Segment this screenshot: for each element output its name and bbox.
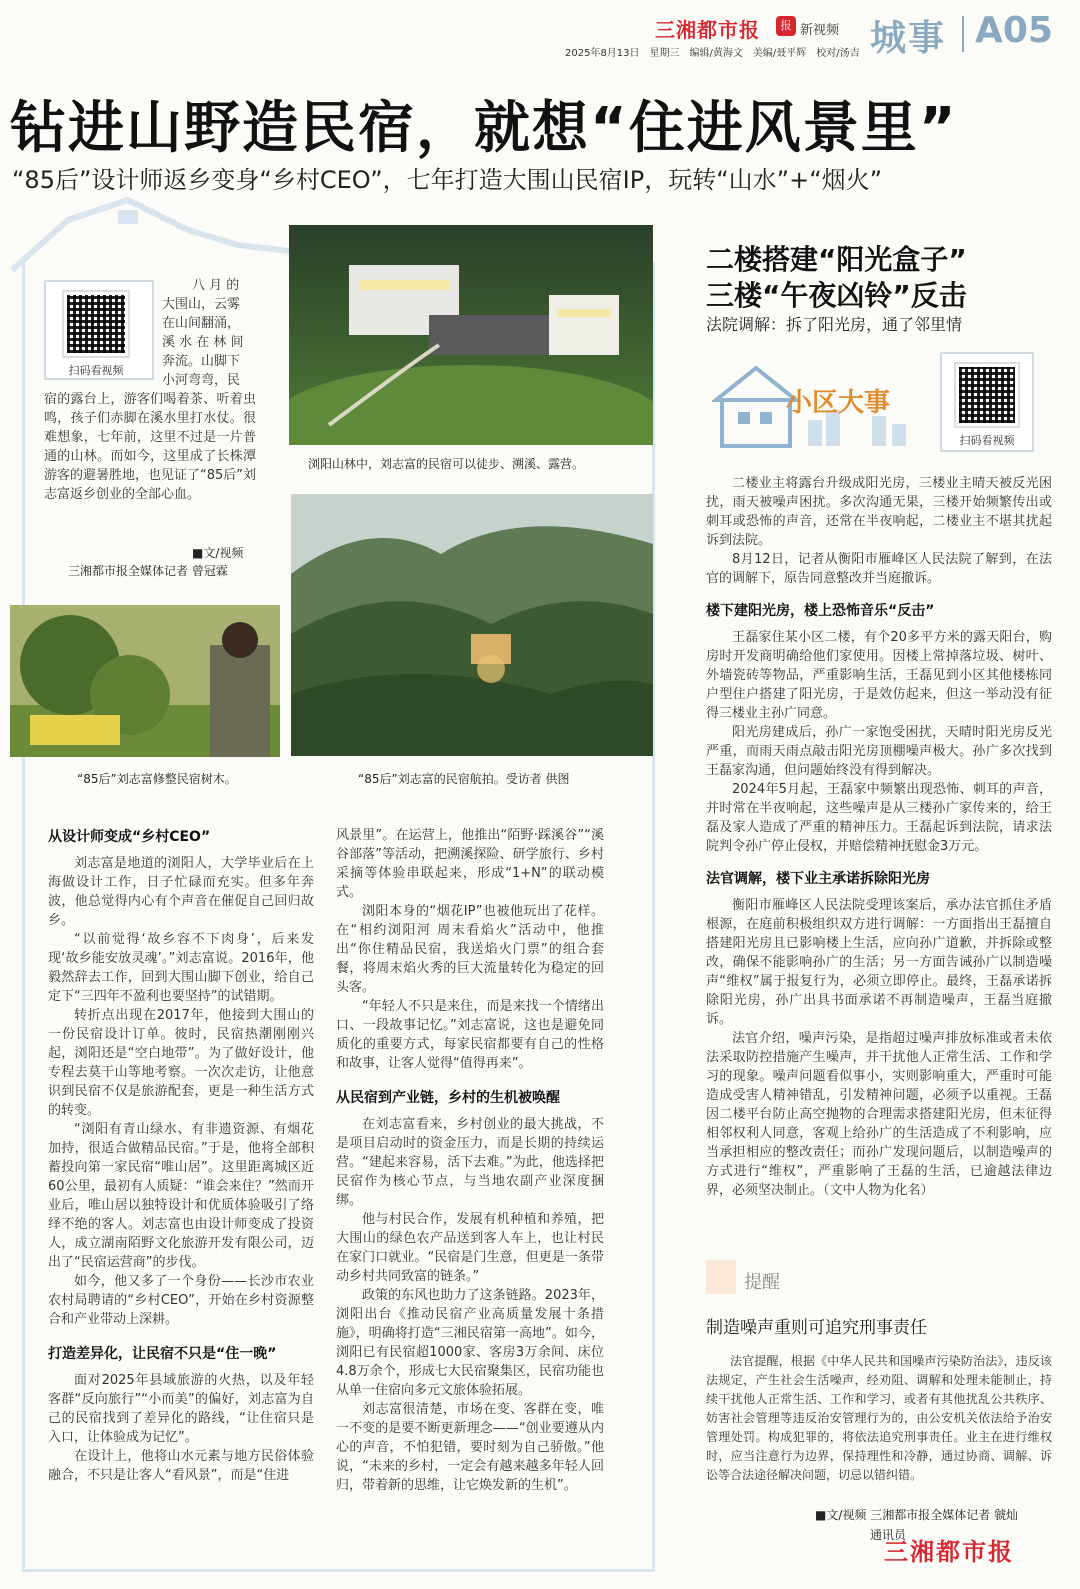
- paragraph: 法官介绍，噪声污染，是指超过噪声排放标准或者未依法采取防控措施产生噪声，并干扰他人正常生活、工作和学习的现象。噪声问题看似事小，实则影响重大，严重时可能造成受害人精神错乱，引发精神问题，必须予以重视。王磊因二楼平台防止高空抛物的合理需求搭建阳光房，但未征得相邻权利人同意，客观上给孙广的生活造成了不利影响，应当承担相应的整改责任；而孙广发现问题后，以制造噪声的方式进行“维权”，严重影响了王磊的生活，已逾越法律边界，必须坚决制止。（文中人物为化名）: [706, 1031, 1052, 1198]
- intro-line: 小河弯弯，民: [162, 373, 241, 388]
- sub-headline: “85后”设计师返乡变身“乡村CEO”，七年打造大围山民宿IP，玩转“山水”+“烟火”: [12, 166, 883, 194]
- paragraph: 刘志富很清楚，市场在变、客群在变，唯一不变的是要不断更新理念——“创业要遵从内心的声音，不怕犯错，要时刻为自己骄傲。”他说，“未来的乡村，一定会有越来越多年轻人回归，带着新的思维，让它焕发新的生机”。: [336, 1402, 604, 1493]
- section-divider: [962, 16, 964, 52]
- reminder-icon: [706, 1260, 736, 1294]
- byline-reporter: 三湘都市报全媒体记者 曾冠霖: [68, 564, 228, 578]
- paragraph: “年轻人不只是来住，而是来找一个情绪出口、一段故事记忆。”刘志富说，这也是避免同质化的重要方式，每家民宿都要有自己的性格和故事，让客人觉得“值得再来”。: [336, 999, 604, 1071]
- right-headline-2: 三楼“午夜凶铃”反击: [706, 279, 967, 312]
- paragraph: 他与村民合作，发展有机种植和养殖，把大围山的绿色农产品送到客人车上，也让村民在家门口就业。“民宿是门生意，但更是一条带动乡村共同致富的链条。”: [336, 1212, 604, 1284]
- paragraph: 阳光房建成后，孙广一家饱受困扰，天晴时阳光房反光严重，而雨天雨点敲击阳光房顶棚噪声极大。孙广多次找到王磊家沟通，但问题始终没有得到解决。: [706, 725, 1052, 778]
- section-heading: 打造差异化，让民宿不只是“住一晚”: [48, 1346, 277, 1362]
- right-headline-1: 二楼搭建“阳光盒子”: [706, 243, 967, 276]
- intro-text: 宿的露台上，游客们喝着茶、听着虫鸣，孩子们赤脚在溪水里打水仗。很难想象，七年前，这里不过是一片普通的山林。而如今，这里成了长株潭游客的避暑胜地，也见证了“85后”刘志富返乡创业的全部心血。: [44, 392, 257, 502]
- right-byline-2: 通讯员: [870, 1528, 907, 1542]
- issue-meta: 2025年8月13日 星期三 编辑/黄海文 美编/聂平辉 校对/汤吉: [565, 48, 860, 59]
- byline-label: ■文/视频: [192, 546, 244, 560]
- aerial-mountain-photo: [291, 494, 653, 756]
- paragraph: 风景里”。在运营上，他推出“陌野·踩溪谷”“溪谷部落”等活动，把溯溪探险、研学旅行、乡村采摘等体验串联起来，形成“1+N”的联动模式。: [336, 828, 604, 900]
- paragraph: 在刘志富看来，乡村创业的最大挑战，不是项目启动时的资金压力，而是长期的持续运营。“建起来容易，活下去难。”为此，他选择把民宿作为核心节点，与当地农副产业深度捆绑。: [336, 1117, 604, 1208]
- homestay-night-photo: [289, 225, 653, 445]
- qr-label: 扫码看视频: [959, 434, 1015, 447]
- section-heading: 从民宿到产业链，乡村的生机被唤醒: [336, 1090, 560, 1106]
- reminder-title: 制造噪声重则可追究刑事责任: [706, 1318, 927, 1338]
- founder-pruning-photo: [10, 605, 280, 757]
- intro-line: 在山间翻涌，: [162, 316, 241, 331]
- article-column-2: [336, 826, 604, 1495]
- right-article-body: [706, 474, 1052, 1200]
- intro-line: 八 月 的: [192, 278, 240, 293]
- intro-line: 大围山，云雾: [162, 297, 241, 312]
- right-subheadline: 法院调解：拆了阳光房，通了邻里情: [706, 315, 963, 334]
- right-qr-box[interactable]: [940, 352, 1034, 452]
- right-byline: ■文/视频 三湘都市报全媒体记者 虢灿: [815, 1508, 1019, 1522]
- section-heading: 楼下建阳光房，楼上恐怖音乐“反击”: [706, 603, 935, 619]
- qr-code-box[interactable]: [44, 280, 154, 380]
- footer-brand: 三湘都市报: [884, 1538, 1014, 1566]
- intro-line: 奔流。山脚下: [162, 354, 241, 369]
- paragraph: 刘志富是地道的浏阳人，大学毕业后在上海做设计工作，日子忙碌而充实。但多年奔波，他总觉得内心有个声音在催促自己回归故乡。: [48, 856, 314, 928]
- brand-video-label: 新视频: [800, 23, 840, 38]
- main-headline: 钻进山野造民宿，就想“住进风景里”: [10, 96, 958, 161]
- section-name: 城事: [870, 18, 947, 59]
- paragraph: 在设计上，他将山水元素与地方民俗体验融合，不只是让客人“看风景”，而是“住进: [48, 1449, 314, 1483]
- section-heading: 法官调解，楼下业主承诺拆除阳光房: [706, 871, 930, 887]
- page-number: A05: [975, 10, 1053, 51]
- paragraph: 如今，他又多了一个身份——长沙市农业农村局聘请的“乡村CEO”，开始在乡村资源整合和产业带动上深耕。: [48, 1274, 314, 1327]
- paragraph: 二楼业主将露台升级成阳光房，三楼业主晴天被反光困扰，雨天被噪声困扰。多次沟通无果，三楼开始频繁传出或刺耳或恐怖的声音，还常在半夜响起，二楼业主不堪其扰起诉到法院。: [706, 476, 1052, 548]
- reminder-label: 提醒: [744, 1272, 780, 1293]
- paragraph: 转折点出现在2017年，他接到大围山的一份民宿设计订单。彼时，民宿热潮刚刚兴起，浏阳还是“空白地带”。为了做好设计，他专程去莫干山等地考察。一次次走访，让他意识到民宿不仅是旅游配套，更是一种生活方式的转变。: [48, 1008, 314, 1118]
- paragraph: 衡阳市雁峰区人民法院受理该案后，承办法官抓住矛盾根源，在庭前积极组织双方进行调解：一方面指出王磊擅自搭建阳光房且已影响楼上生活，应向孙广道歉，并拆除或整改，确保不能影响孙广的生活；另一方面告诫孙广以制造噪声“维权”属于报复行为，必须立即停止。最终，王磊承诺拆除阳光房，孙广出具书面承诺不再制造噪声，王磊当庭撤诉。: [706, 898, 1052, 1027]
- newspaper-brand: 三湘都市报: [655, 18, 760, 42]
- paragraph: 面对2025年县域旅游的火热，以及年轻客群“反向旅行”“小而美”的偏好，刘志富为自己的民宿找到了差异化的路线，“让住宿只是入口，让体验成为记忆”。: [48, 1373, 314, 1445]
- brand-logo-icon: 报: [776, 16, 796, 36]
- intro-line: 溪 水 在 林 间: [162, 335, 244, 350]
- article-column-1: [48, 826, 314, 1485]
- qr-code-icon[interactable]: [956, 364, 1018, 426]
- community-column-logo: 小区大事: [786, 388, 891, 418]
- paragraph: 8月12日，记者从衡阳市雁峰区人民法院了解到，在法官的调解下，原告同意整改并当庭撤诉。: [706, 552, 1052, 586]
- paragraph: “以前觉得‘故乡容不下肉身’，后来发现‘故乡能安放灵魂’。”刘志富说。2016年，他毅然辞去工作，回到大围山脚下创业，给自己定下“三四年不盈利也要坚持”的试错期。: [48, 932, 314, 1004]
- qr-code-icon[interactable]: [64, 292, 128, 356]
- photo3-caption: “85后”刘志富的民宿航拍。受访者 供图: [358, 772, 570, 786]
- section-heading: 从设计师变成“乡村CEO”: [48, 829, 211, 845]
- paragraph: “浏阳有青山绿水、有非遗资源、有烟花加持，很适合做精品民宿。”于是，他将全部积蓄投向第一家民宿“唯山居”。这里距离城区近60公里，最初有人质疑：“谁会来住？”然而开业后，唯山居以独特设计和优质体验吸引了络绎不绝的客人。刘志富也由设计师变成了投资人，成立湖南陌野文化旅游开发有限公司，迈出了“民宿运营商”的步伐。: [48, 1122, 314, 1270]
- paragraph: 2024年5月起，王磊家中频繁出现恐怖、刺耳的声音，并时常在半夜响起，这些噪声是从三楼孙广家传来的，给王磊及家人造成了严重的精神压力。王磊起诉到法院，请求法院判令孙广停止侵权，并赔偿精神抚慰金3万元。: [706, 782, 1052, 854]
- photo1-caption: 浏阳山林中，刘志富的民宿可以徒步、溯溪、露营。: [308, 457, 585, 471]
- paragraph: 浏阳本身的“烟花IP”也被他玩出了花样。在“相约浏阳河 周末看焰火”活动中，他推出“你住精品民宿，我送焰火门票”的组合套餐，将周末焰火秀的巨大流量转化为稳定的回头客。: [336, 904, 604, 995]
- photo2-caption: “85后”刘志富修整民宿树木。: [77, 772, 237, 786]
- paragraph: 政策的东风也助力了这条链路。2023年，浏阳出台《推动民宿产业高质量发展十条措施》，明确将打造“三湘民宿第一高地”。如今，浏阳已有民宿超1000家、客房3万余间、床位4.8万余个，形成七大民宿聚集区，民宿功能也从单一住宿向多元文旅体验拓展。: [336, 1288, 604, 1398]
- intro-narrow: [162, 276, 256, 390]
- qr-label: 扫码看视频: [68, 364, 124, 377]
- reminder-text: 法官提醒，根据《中华人民共和国噪声污染防治法》，违反该法规定，产生社会生活噪声，经劝阻、调解和处理未能制止，持续干扰他人正常生活、工作和学习，或者有其他扰乱公共秩序、妨害社会管理等违反治安管理行为的，由公安机关依法给予治安管理处罚。构成犯罪的，将依法追究刑事责任。业主在进行维权时，应当注意行为边界，保持理性和冷静，通过协商、调解、诉讼等合法途径解决问题，切忌以错纠错。: [706, 1354, 1052, 1482]
- paragraph: 王磊家住某小区二楼，有个20多平方米的露天阳台，购房时开发商明确给他们家使用。因楼上常掉落垃圾、树叶、外墙瓷砖等物品，严重影响生活，王磊见到小区其他楼栋同户型住户搭建了阳光房，于是效仿起来，但这一举动没有征得三楼业主孙广同意。: [706, 630, 1052, 721]
